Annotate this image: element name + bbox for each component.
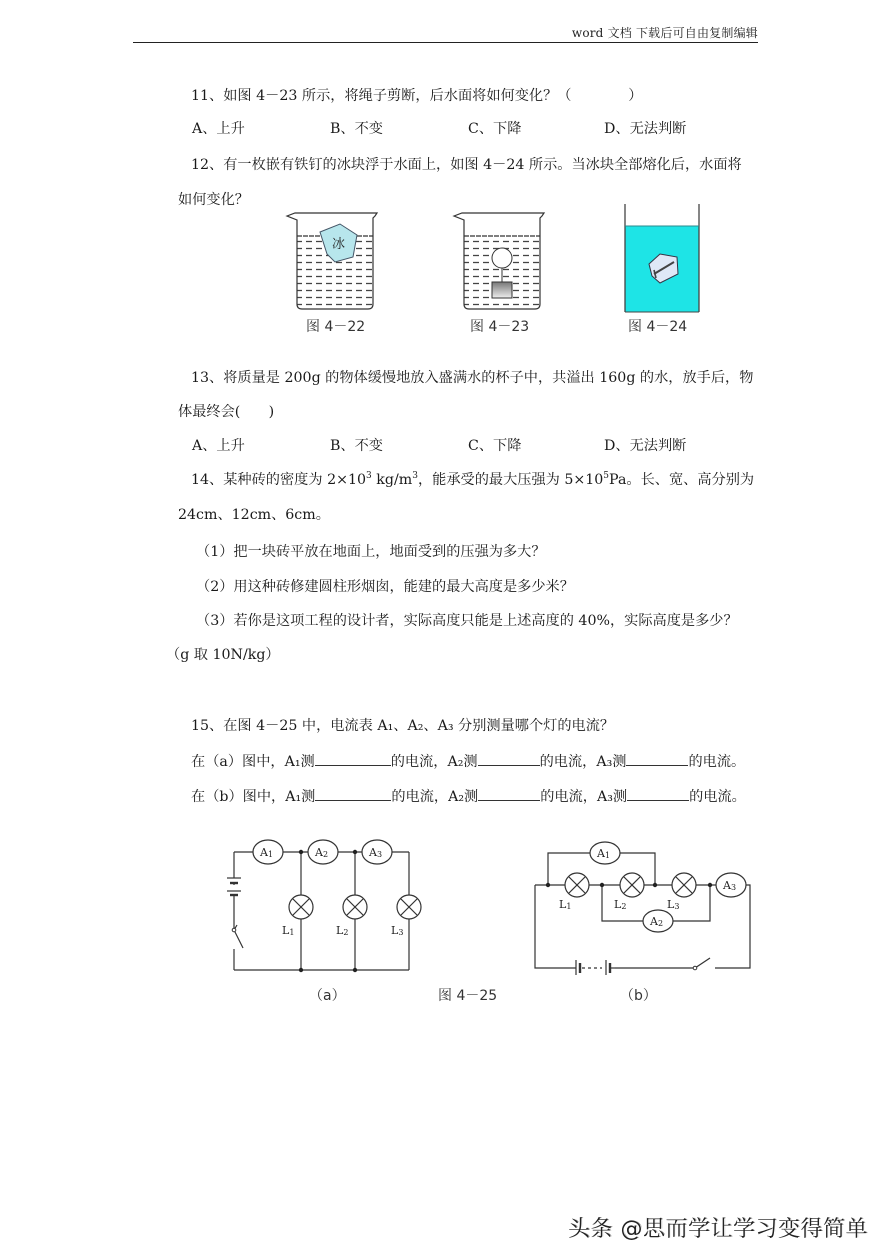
question-15-line1: 15、在图 4－25 中，电流表 A₁、A₂、A₃ 分别测量哪个灯的电流？ (191, 718, 615, 734)
q11-option-a: A、上升 (192, 121, 245, 137)
row-b-mid2: 的电流，A₃测 (540, 789, 628, 805)
answer-blank-a2[interactable] (478, 751, 540, 766)
answer-blank-a1[interactable] (315, 751, 391, 766)
question-11-text: 11、如图 4－23 所示，将绳子剪断，后水面将如何变化？（ ） (191, 88, 643, 104)
svg-text:A2: A2 (650, 915, 664, 928)
answer-blank-a3[interactable] (626, 751, 688, 766)
row-a-mid2: 的电流，A₃测 (539, 754, 627, 770)
q11-option-d: D、无法判断 (604, 121, 687, 137)
row-b-mid1: 的电流，A₂测 (391, 789, 479, 805)
row-b-suffix: 的电流。 (689, 789, 746, 805)
q11-option-c: C、下降 (468, 121, 522, 137)
row-b-prefix: 在（b）图中，A₁测 (191, 789, 316, 805)
q14-text-part: kg/m (371, 472, 413, 488)
answer-blank-b1[interactable] (315, 786, 391, 801)
row-a-mid1: 的电流，A₂测 (390, 754, 478, 770)
question-15-row-a (191, 751, 745, 772)
svg-text:L1: L1 (559, 898, 572, 911)
figure-4-22-caption: 图 4－22 (306, 319, 366, 335)
answer-blank-b3[interactable] (627, 786, 689, 801)
svg-text:A3: A3 (723, 879, 737, 892)
question-12-line2: 如何变化？ (178, 192, 249, 208)
figure-4-25b-label: （b） (620, 988, 657, 1004)
q14-text-part: 14、某种砖的密度为 2×10 (191, 472, 367, 488)
q13-option-c: C、下降 (468, 438, 522, 454)
ice-label: 冰 (332, 237, 346, 252)
q14-exponent: 3 (366, 471, 372, 481)
figure-4-25a-label: （a） (309, 988, 346, 1004)
header-divider (133, 42, 758, 43)
row-a-suffix: 的电流。 (688, 754, 746, 770)
question-14-sub1: （1）把一块砖平放在地面上，地面受到的压强为多大？ (196, 544, 546, 560)
svg-text:A3: A3 (369, 846, 383, 859)
figure-4-23-beaker-ball-block (452, 210, 552, 315)
svg-text:A1: A1 (597, 847, 611, 860)
q13-option-b: B、不变 (330, 438, 383, 454)
svg-text:L3: L3 (667, 898, 680, 911)
figure-4-25a-circuit (225, 830, 425, 975)
figure-4-25-caption: 图 4－25 (438, 988, 498, 1004)
question-14-sub3: （3）若你是这项工程的设计者，实际高度只能是上述高度的 40%，实际高度是多少？ (196, 613, 738, 629)
q14-text-part: Pa。长、宽、高分别为 (609, 472, 755, 488)
question-14-sub2: （2）用这种砖修建圆柱形烟囱，能建的最大高度是多少米？ (196, 579, 574, 595)
q11-option-b: B、不变 (330, 121, 383, 137)
question-15-row-b (191, 786, 746, 807)
question-14-line2: 24cm、12cm、6cm。 (178, 507, 330, 523)
svg-text:A2: A2 (315, 846, 329, 859)
page-header-text: word 文档 下载后可自由复制编辑 (571, 26, 758, 40)
question-12-line1: 12、有一枚嵌有铁钉的冰块浮于水面上，如图 4－24 所示。当冰块全部熔化后，水面将 (191, 157, 742, 173)
svg-text:L2: L2 (614, 898, 627, 911)
question-14-line1 (191, 470, 754, 490)
q13-option-d: D、无法判断 (604, 438, 687, 454)
svg-text:L1: L1 (282, 924, 295, 937)
row-a-prefix: 在（a）图中，A₁测 (191, 754, 315, 770)
question-14-note: （g 取 10N/kg） (166, 647, 280, 663)
figure-4-24-caption: 图 4－24 (628, 319, 688, 335)
q14-exponent: 3 (412, 471, 418, 481)
q14-text-part: ，能承受的最大压强为 5×10 (417, 472, 604, 488)
question-13-line2: 体最终会( ) (178, 404, 275, 420)
svg-text:L2: L2 (336, 924, 349, 937)
svg-text:A1: A1 (260, 846, 274, 859)
q14-exponent: 5 (603, 471, 610, 481)
figure-4-24-ice-with-nail (622, 204, 702, 314)
figure-4-25b-circuit (530, 835, 760, 975)
answer-blank-b2[interactable] (478, 786, 540, 801)
svg-text:L3: L3 (391, 924, 404, 937)
question-13-line1: 13、将质量是 200g 的物体缓慢地放入盛满水的杯子中，共溢出 160g 的水，放手后，物 (191, 370, 754, 386)
figure-4-23-caption: 图 4－23 (470, 319, 530, 335)
watermark-text: 头条 @思而学让学习变得简单 (568, 1217, 868, 1242)
q13-option-a: A、上升 (192, 438, 245, 454)
figure-4-22-beaker-ice (285, 210, 385, 315)
